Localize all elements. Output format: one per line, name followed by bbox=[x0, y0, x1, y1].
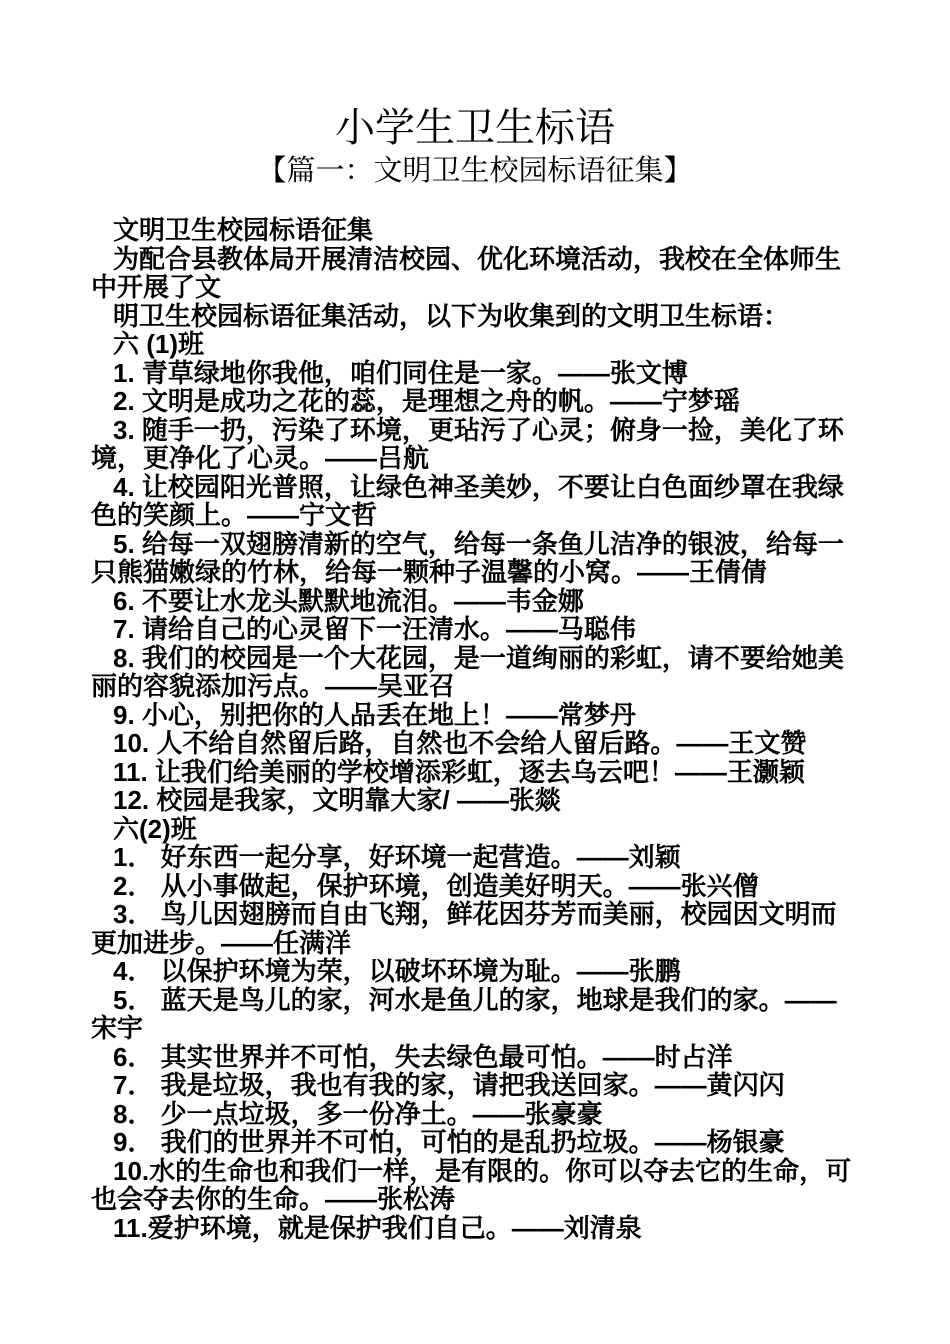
slogan-item: 8． 少一点垃圾，多一份净土。——张豪豪 bbox=[113, 1098, 603, 1129]
slogan-item: 3. 随手一扔，污染了环境，更玷污了心灵；俯身一捡，美化了环境，更净化了心灵。——吕航 bbox=[91, 414, 844, 473]
class-header-6-2: 六(2)班 bbox=[113, 813, 197, 844]
slogan-item: 10. 人不给自然留后路，自然也不会给人留后路。——王文赞 bbox=[113, 728, 807, 758]
slogan-item: 9． 我们的世界并不可怕，可怕的是乱扔垃圾。——杨银豪 bbox=[113, 1127, 785, 1157]
slogan-item: 2. 文明是成功之花的蕊，是理想之舟的帆。——宁梦瑶 bbox=[113, 386, 740, 416]
slogan-item: 7. 请给自己的心灵留下一汪清水。——马聪伟 bbox=[113, 614, 636, 644]
slogan-item: 5． 蓝天是鸟儿的家，河水是鱼儿的家，地球是我们的家。——宋宇 bbox=[91, 984, 837, 1043]
document-body bbox=[91, 216, 860, 1242]
class-header-6-1: 六 (1)班 bbox=[113, 329, 205, 359]
slogan-item: 1. 青草绿地你我他，咱们同住是一家。——张文博 bbox=[113, 357, 688, 388]
slogan-item: 3． 鸟儿因翅膀而自由飞翔，鲜花因芬芳而美丽，校园因文明而更加进步。——任满洋 bbox=[91, 899, 837, 958]
slogan-item: 12. 校园是我家，文明靠大家/ ——张燚 bbox=[113, 785, 561, 815]
slogan-item: 4. 让校园阳光普照，让绿色神圣美妙，不要让白色面纱罩在我绿色的笑颜上。——宁文哲 bbox=[91, 471, 844, 530]
slogan-item: 1． 好东西一起分享，好环境一起营造。——刘颖 bbox=[113, 842, 681, 872]
slogan-item: 8. 我们的校园是一个大花园，是一道绚丽的彩虹，请不要给她美丽的容貌添加污点。——吴亚召 bbox=[91, 642, 844, 701]
slogan-item: 7． 我是垃圾，我也有我的家，请把我送回家。——黄闪闪 bbox=[113, 1070, 785, 1100]
slogan-item: 6． 其实世界并不可怕，失去绿色最可怕。——时占洋 bbox=[113, 1041, 733, 1072]
slogan-item: 10.水的生命也和我们一样，是有限的。你可以夺去它的生命，可也会夺去你的生命。——张松涛 bbox=[91, 1155, 852, 1214]
slogan-item: 11. 让我们给美丽的学校增添彩虹，逐去乌云吧！——王灏颖 bbox=[113, 756, 805, 787]
slogan-item: 2． 从小事做起，保护环境，创造美好明天。——张兴僧 bbox=[113, 870, 759, 901]
slogan-item: 5. 给每一双翅膀清新的空气，给每一条鱼儿洁净的银波，给每一只熊猫嫩绿的竹林，给每一颗种子温馨的小窝。——王倩倩 bbox=[91, 528, 844, 587]
document-header bbox=[0, 0, 950, 190]
slogan-item: 9. 小心，别把你的人品丢在地上！——常梦丹 bbox=[113, 699, 636, 730]
page-subtitle: 【篇一：文明卫生校园标语征集】 bbox=[257, 155, 693, 187]
slogan-item: 4． 以保护环境为荣，以破坏环境为耻。——张鹏 bbox=[113, 956, 681, 986]
slogan-item: 6. 不要让水龙头默默地流泪。——韦金娜 bbox=[113, 585, 584, 616]
slogan-item: 11.爱护环境，就是保护我们自己。——刘清泉 bbox=[113, 1212, 642, 1243]
intro-line: 为配合县教体局开展清洁校园、优化环境活动，我校在全体师生中开展了文 bbox=[91, 243, 842, 302]
intro-line: 明卫生校园标语征集活动，以下为收集到的文明卫生标语： bbox=[113, 300, 790, 331]
page-title: 小学生卫生标语 bbox=[335, 106, 615, 150]
intro-heading: 文明卫生校园标语征集 bbox=[113, 215, 374, 245]
